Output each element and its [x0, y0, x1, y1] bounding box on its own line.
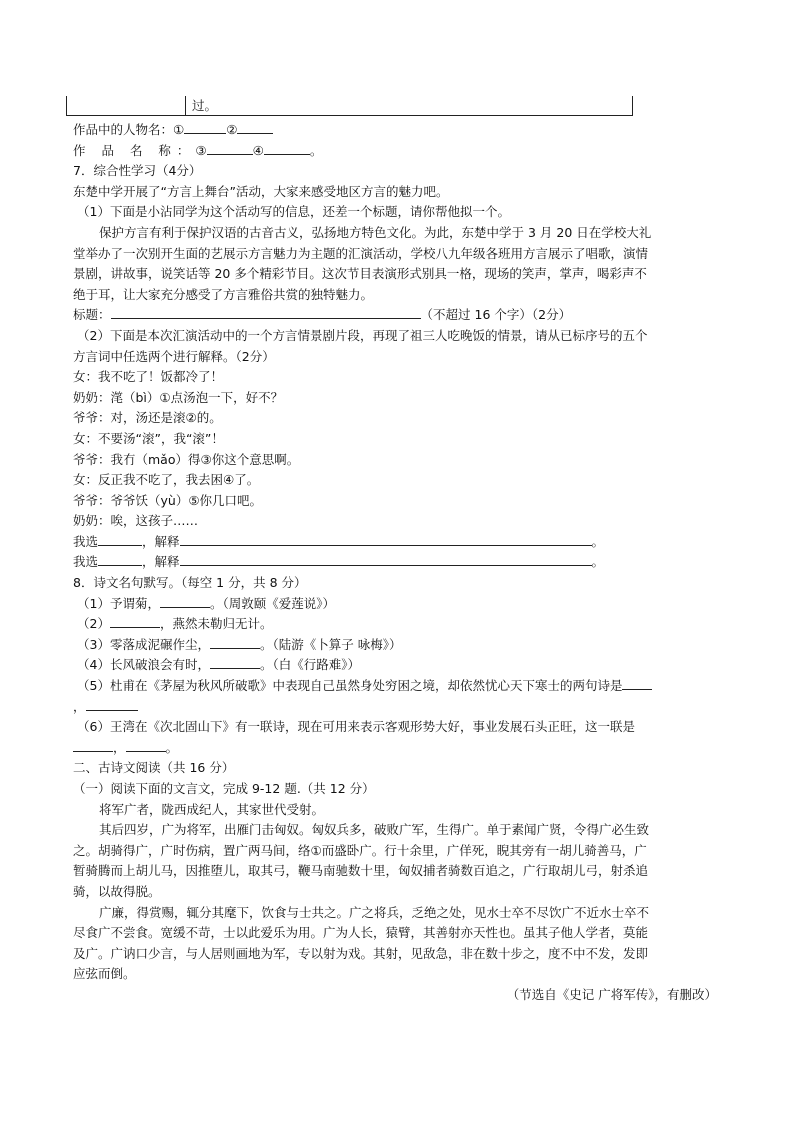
- table-cell-text: 过。: [192, 98, 218, 113]
- q8-item-5: （5）杜甫在《茅屋为秋风所破歌》中表现自己虽然身处穷困之境，却依然忧心天下寒士的两句诗是: [73, 676, 723, 697]
- passage-line: 将军广者，陇西成纪人，其家世代受射。: [99, 801, 325, 817]
- q8-blank-8[interactable]: [126, 739, 166, 752]
- q8-item-3: （3）零落成泥碾作尘， 。（陆游《卜算子 咏梅》）: [77, 636, 402, 652]
- dialogue-line: 奶奶：滗（bì）①点汤泡一下，好不？: [73, 389, 284, 405]
- q8-blank-1[interactable]: [160, 595, 210, 608]
- dialogue-line: 女：我不吃了！饭都冷了！: [73, 369, 224, 385]
- blank-1[interactable]: [184, 121, 226, 134]
- dialogue-line: 爷爷：我冇（mǎo）得③你这个意思啊。: [73, 451, 300, 467]
- blank-3[interactable]: [207, 142, 253, 155]
- passage-source: （节选自《史记 广将军传》，有删改）: [506, 986, 717, 1002]
- q8-blank-3[interactable]: [210, 636, 260, 649]
- explain-blank[interactable]: [180, 533, 592, 546]
- choice-blank[interactable]: [98, 553, 142, 566]
- choice-answer-line: 我选 ，解释 。: [73, 554, 605, 570]
- passage-line: 应弦而倒。: [73, 966, 136, 982]
- q7-text-line: 景剧，讲故事，说笑话等 20 多个精彩节目。这次节目表演形式别具一格，现场的笑声，掌声，喝彩声不: [73, 266, 647, 282]
- passage-line: 尽食广不尝食。宽缓不苛，士以此爱乐为用。广为人长，猿臂，其善射亦天性也。虽其子他人学者，莫能: [73, 925, 649, 941]
- q7-text-line: 绝于耳，让大家充分感受了方言雅俗共赏的独特魅力。: [73, 286, 374, 302]
- q7-text-line: 保护方言有利于保护汉语的古音古义，弘扬地方特色文化。为此，东楚中学于 3 月 20 日在学校大礼: [99, 224, 652, 240]
- q7-text-line: 堂举办了一次别开生面的艺展示方言魅力为主题的汇演活动，学校八九年级各班用方言展示了唱歌，演情: [73, 245, 649, 261]
- passage-line: 之。胡骑得广，广时伤病，置广两马间，络①而盛卧广。行十余里，广佯死，睨其旁有一胡儿骑善马，广: [73, 842, 647, 858]
- section-2-heading: 二、古诗文阅读（共 16 分）: [73, 760, 235, 776]
- dialogue-line: 爷爷：爷爷饫（yù）⑤你几口吧。: [73, 492, 263, 508]
- answer-table-fragment: [66, 96, 633, 116]
- passage-line: 其后四岁，广为将军，出雁门击匈奴。匈奴兵多，破败广军，生得广。单于素闻广贤，令得广必生致: [99, 822, 650, 838]
- q7-part2-prompt: 方言词中任选两个进行解释。（2分）: [73, 348, 275, 364]
- q6-characters-line: 作品中的人物名：① ②: [73, 120, 723, 141]
- q8-item-1: （1）予谓菊， 。（周敦颐《爱莲说》）: [77, 595, 335, 611]
- part-1-heading: （一）阅读下面的文言文，完成 9-12 题.（共 12 分）: [73, 781, 375, 796]
- passage-line: 暂骑腾而上胡儿马，因推堕儿，取其弓，鞭马南驰数十里，匈奴捕者骑数百追之，广行取胡儿弓，射杀追: [73, 863, 649, 879]
- q8-blank-4[interactable]: [210, 656, 260, 669]
- q8-blank-2[interactable]: [110, 615, 160, 628]
- q8-blank-5[interactable]: [622, 677, 652, 690]
- dialogue-line: 女：不要汤“滚”，我“滚”！: [73, 430, 224, 446]
- q8-item-6: （6）王湾在《次北固山下》有一联诗，现在可用来表示客观形势大好，事业发展石头正旺，这一联是: [77, 719, 635, 735]
- exam-content: [73, 120, 723, 1006]
- passage-line: 广廉，得赏赐，辄分其麾下，饮食与士共之。广之将兵，乏绝之处，见水士卒不尽饮广不近水士卒不: [99, 904, 650, 920]
- choice-blank[interactable]: [98, 533, 142, 546]
- blank-2[interactable]: [237, 121, 273, 134]
- passage-line: 及广。广讷口少言，与人居则画地为军，专以射为戏。其射，见敌急，非在数十步之，度不中不发，发即: [73, 945, 649, 961]
- choice-answer-line: 我选 ，解释 。: [73, 533, 605, 549]
- blank-4[interactable]: [264, 142, 310, 155]
- q7-intro: 东楚中学开展了“方言上舞台”活动，大家来感受地区方言的魅力吧。: [73, 183, 449, 199]
- q7-heading: 7．综合性学习（4分）: [73, 163, 202, 179]
- q7-title-line: 标题： （不超过 16 个字）（2分）: [73, 307, 572, 323]
- table-divider: [185, 96, 186, 115]
- q8-item-2: （2） ，燕然未勒归无计。: [77, 616, 273, 632]
- q8-blank-7[interactable]: [73, 739, 113, 752]
- q8-item-4: （4）长风破浪会有时， 。（白《行路难》）: [77, 657, 360, 673]
- q7-part1-prompt: （1）下面是小沾同学为这个活动写的信息，还差一个标题，请你帮他拟一个。: [77, 204, 510, 220]
- q8-item-6-cont: ， 。: [73, 738, 723, 759]
- dialogue-line: 女：反正我不吃了，我去困④了。: [73, 472, 260, 488]
- dialogue-line: 奶奶：唉，这孩子……: [73, 513, 199, 529]
- title-answer-blank[interactable]: [111, 306, 421, 319]
- passage-line: 骑，以故得脱。: [73, 883, 161, 899]
- q8-heading: 8．诗文名句默写。（每空 1 分，共 8 分）: [73, 575, 307, 591]
- explain-blank[interactable]: [180, 553, 592, 566]
- q8-blank-6[interactable]: [86, 698, 138, 711]
- q7-part2-prompt: （2）下面是本次汇演活动中的一个方言情景剧片段，再现了祖三人吃晚饭的情景，请从已标序号的五个: [77, 327, 648, 343]
- q6-works-line: 作 品 名 称：③ ④ 。: [73, 142, 323, 158]
- dialogue-line: 爷爷：对，汤还是滚②的。: [73, 410, 222, 426]
- q8-item-5-cont: ，: [73, 697, 723, 718]
